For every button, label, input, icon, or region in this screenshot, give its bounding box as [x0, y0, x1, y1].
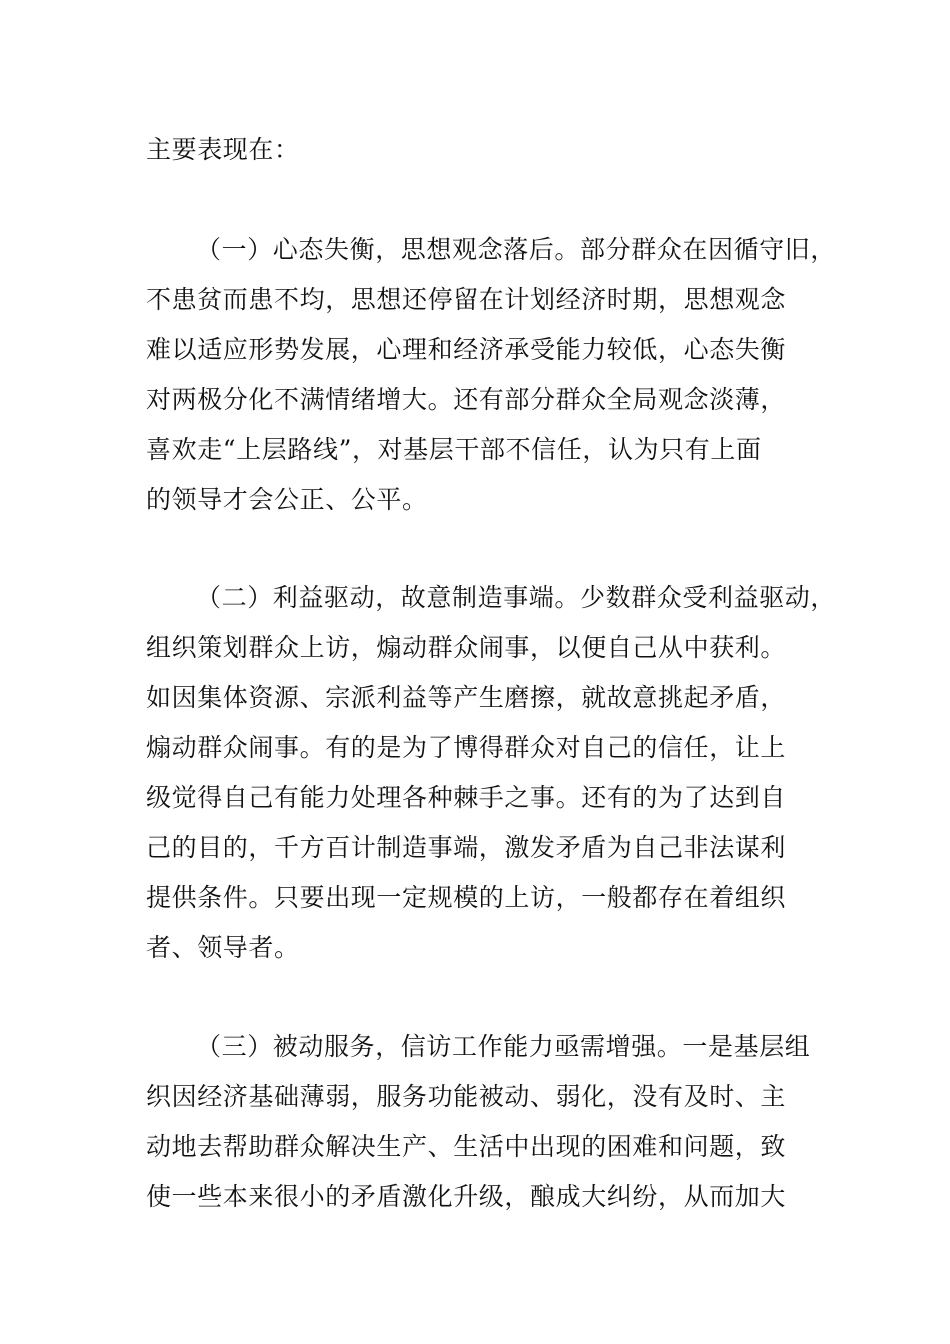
paragraph-2 [146, 573, 837, 973]
paragraph-1-line-6: 的领导才会公正、公平。 [146, 485, 428, 514]
paragraph-2-line-8: 者、领导者。 [146, 933, 300, 962]
paragraph-3-line-4: 使一些本来很小的矛盾激化升级，酿成大纠纷，从而加大 [146, 1182, 787, 1211]
paragraph-3-line-3: 动地去帮助群众解决生产、生活中出现的困难和问题，致 [146, 1132, 787, 1161]
paragraph-1 [146, 225, 837, 525]
paragraph-2-line-1: （二）利益驱动，故意制造事端。少数群众受利益驱动， [196, 583, 837, 612]
section-heading [146, 125, 826, 175]
paragraph-3-line-1: （三）被动服务，信访工作能力亟需增强。一是基层组 [196, 1032, 811, 1061]
paragraph-1-line-5: 喜欢走“上层路线”，对基层干部不信任，认为只有上面 [146, 435, 762, 464]
paragraph-2-line-7: 提供条件。只要出现一定规模的上访，一般都存在着组织 [146, 883, 787, 912]
paragraph-2-line-4: 煽动群众闹事。有的是为了博得群众对自己的信任，让上 [146, 733, 787, 762]
heading-line: 主要表现在： [146, 135, 300, 164]
paragraph-1-line-3: 难以适应形势发展，心理和经济承受能力较低，心态失衡 [146, 335, 787, 364]
paragraph-2-line-2: 组织策划群众上访，煽动群众闹事，以便自己从中获利。 [146, 633, 787, 662]
paragraph-1-line-4: 对两极分化不满情绪增大。还有部分群众全局观念淡薄， [146, 385, 787, 414]
paragraph-1-line-2: 不患贫而患不均，思想还停留在计划经济时期，思想观念 [146, 285, 787, 314]
paragraph-2-line-6: 己的目的，千方百计制造事端，激发矛盾为自己非法谋利 [146, 833, 787, 862]
paragraph-2-line-3: 如因集体资源、宗派利益等产生磨擦，就故意挑起矛盾， [146, 683, 787, 712]
paragraph-2-line-5: 级觉得自己有能力处理各种棘手之事。还有的为了达到自 [146, 783, 787, 812]
paragraph-3 [146, 1022, 826, 1222]
paragraph-1-line-1: （一）心态失衡，思想观念落后。部分群众在因循守旧， [196, 235, 837, 264]
paragraph-3-line-2: 织因经济基础薄弱，服务功能被动、弱化，没有及时、主 [146, 1082, 787, 1111]
